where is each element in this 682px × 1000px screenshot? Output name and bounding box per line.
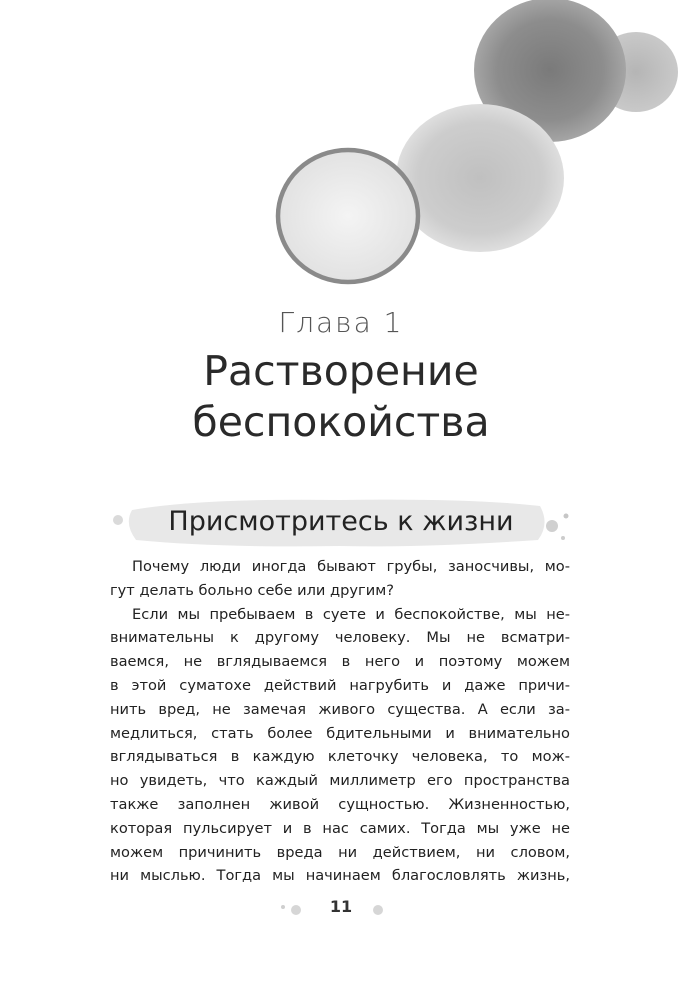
watercolor-circles-illustration — [0, 0, 682, 300]
text-line: ваемся, не вглядываемся в него и поэтому можем — [110, 653, 570, 671]
text-line: но увидеть, что каждый миллиметр его пространства — [110, 772, 570, 790]
text-line: также заполнен живой сущностью. Жизненностью, — [110, 795, 570, 813]
chapter-title — [0, 346, 682, 448]
text-line: Почему люди иногда бывают грубы, заносчивы, мо- — [132, 558, 570, 575]
text-line: медлиться, стать более бдительными и внимательно — [110, 724, 570, 742]
section-heading: Присмотритесь к жизни — [168, 506, 514, 537]
chapter-title-line: беспокойства — [192, 398, 490, 446]
page-number: 11 — [329, 897, 353, 916]
chapter-title-line: Растворение — [203, 347, 479, 395]
text-line: внимательны к другому человеку. Мы не всматри- — [110, 629, 570, 647]
text-line: вглядываться в каждую клеточку человека, то мож- — [110, 748, 570, 766]
text-line: гут делать больно себе или другим? — [110, 581, 394, 599]
text-line: в этой суматохе действий нагрубить и даже причи- — [110, 676, 570, 694]
text-line: ни мыслью. Тогда мы начинаем благословлять жизнь, — [110, 867, 570, 885]
body-text — [110, 555, 570, 888]
text-line: можем причинить вреда ни действием, ни словом, — [110, 843, 570, 861]
text-line: Если мы пребываем в суете и беспокойстве, мы не- — [132, 605, 570, 623]
text-line: нить вред, не замечая живого существа. А если за- — [110, 700, 570, 718]
chapter-label: Глава 1 — [278, 306, 404, 339]
text-line: которая пульсирует и в нас самих. Тогда мы уже не — [110, 819, 570, 837]
watercolor-circle-light — [396, 104, 564, 252]
